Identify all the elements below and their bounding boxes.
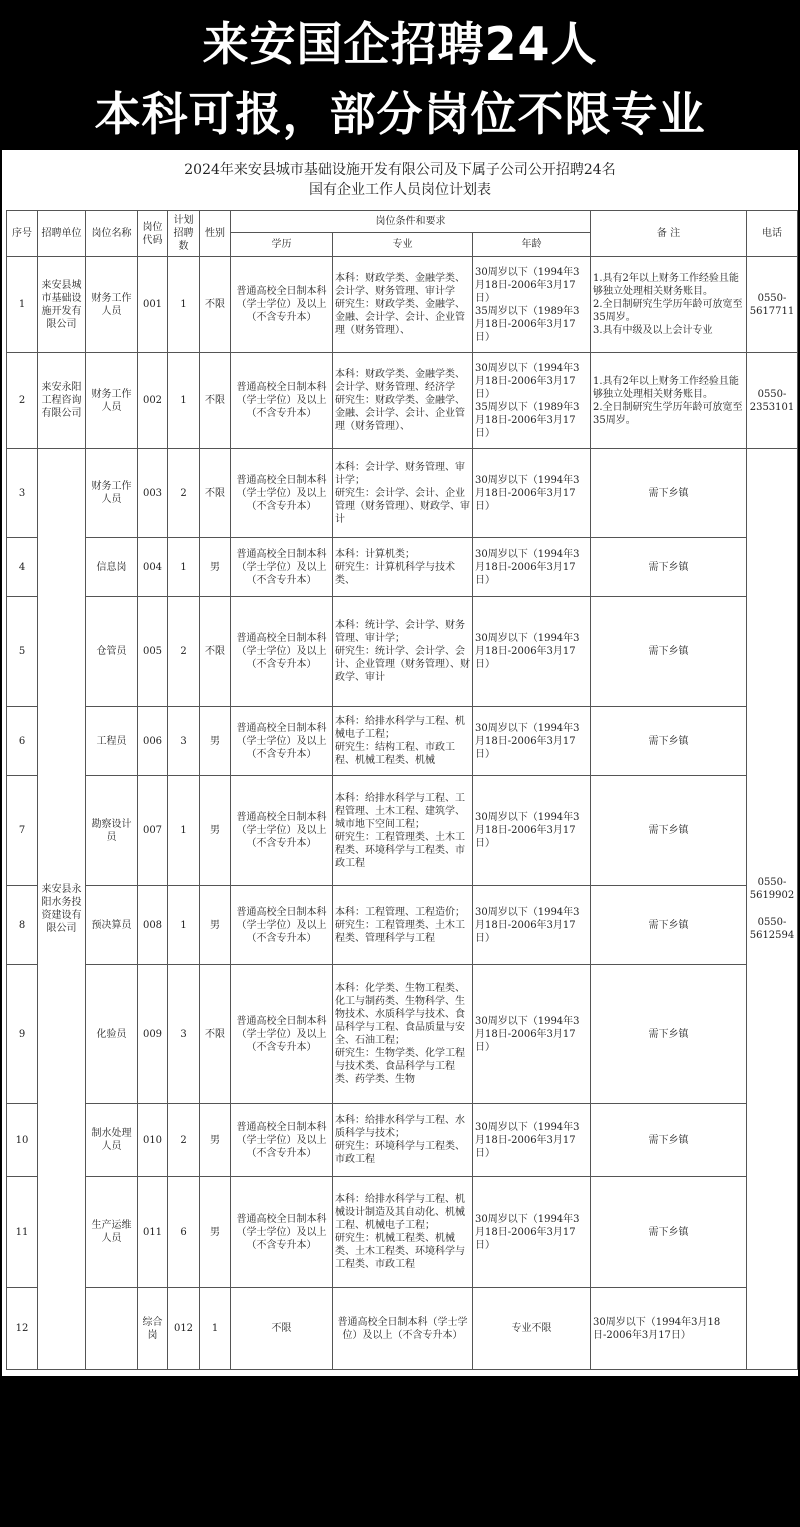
cell-remark: 需下乡镇: [591, 1104, 747, 1177]
cell-post: 财务工作人员: [86, 257, 138, 353]
cell-code: 003: [138, 449, 168, 538]
cell-education: 普通高校全日制本科（学士学位）及以上（不含专升本）: [231, 1104, 333, 1177]
cell-unit: 来安县永阳水务投资建设有限公司: [38, 449, 86, 1370]
cell-code: 001: [138, 257, 168, 353]
recruitment-table: [6, 210, 798, 1370]
table-row: [7, 707, 798, 776]
cell-education: 普通高校全日制本科（学士学位）及以上（不含专升本）: [231, 597, 333, 707]
cell-post: 财务工作人员: [86, 353, 138, 449]
cell-num: 6: [168, 1177, 200, 1288]
cell-post: 综合岗: [138, 1288, 168, 1370]
cell-education: 普通高校全日制本科（学士学位）及以上（不含专升本）: [231, 707, 333, 776]
cell-code: 007: [138, 776, 168, 886]
cell-num: 1: [200, 1288, 231, 1370]
cell-age: 30周岁以下（1994年3月18日-2006年3月17日）: [473, 886, 591, 965]
cell-remark: 1.具有2年以上财务工作经验且能够独立处理相关财务账目。 2.全日制研究生学历年龄可放宽至35周岁。 3.具有中级及以上会计专业: [591, 257, 747, 353]
cell-age: 30周岁以下（1994年3月18日-2006年3月17日）: [473, 1177, 591, 1288]
cell-major: 本科：给排水科学与工程、水质科学与技术； 研究生：环境科学与工程类、市政工程: [333, 1104, 473, 1177]
header-age: 年龄: [473, 233, 591, 257]
cell-gender: 男: [200, 776, 231, 886]
banner-subheadline: 本科可报，部分岗位不限专业: [94, 87, 706, 141]
cell-seq: 4: [7, 538, 38, 597]
cell-num: 1: [168, 353, 200, 449]
cell-age: 30周岁以下（1994年3月18日-2006年3月17日）: [591, 1288, 747, 1370]
document-sheet: [2, 150, 798, 1376]
cell-num: 3: [168, 965, 200, 1104]
document-title-line1: 2024年来安县城市基础设施开发有限公司及下属子公司公开招聘24名: [184, 162, 616, 178]
header-seq: 序号: [7, 211, 38, 257]
cell-education: 普通高校全日制本科（学士学位）及以上（不含专升本）: [231, 1177, 333, 1288]
cell-num: 2: [168, 597, 200, 707]
cell-major: 本科：计算机类； 研究生：计算机科学与技术类、: [333, 538, 473, 597]
cell-major: 本科：工程管理、工程造价； 研究生：工程管理类、土木工程类、管理科学与工程: [333, 886, 473, 965]
header-plan: 计划招聘数: [168, 211, 200, 257]
table-row: [7, 449, 798, 538]
header-major: 专业: [333, 233, 473, 257]
cell-gender: 男: [200, 707, 231, 776]
cell-age: 30周岁以下（1994年3月18日-2006年3月17日）: [473, 597, 591, 707]
cell-education: 普通高校全日制本科（学士学位）及以上（不含专升本）: [333, 1288, 473, 1370]
cell-post: 化验员: [86, 965, 138, 1104]
header-post-name: 岗位名称: [86, 211, 138, 257]
header-gender: 性别: [200, 211, 231, 257]
cell-major: 本科：给排水科学与工程、机械设计制造及其自动化、机械工程、机械电子工程； 研究生：机械工程类、机械类、土木工程类、环境科学与工程类、市政工程: [333, 1177, 473, 1288]
table-row: [7, 353, 798, 449]
cell-gender: 不限: [231, 1288, 333, 1370]
cell-remark: 1.具有2年以上财务工作经验且能够独立处理相关财务账目。 2.全日制研究生学历年龄可放宽至35周岁。: [591, 353, 747, 449]
cell-post: 预决算员: [86, 886, 138, 965]
cell-code: 010: [138, 1104, 168, 1177]
table-row: [7, 257, 798, 353]
cell-age: 30周岁以下（1994年3月18日-2006年3月17日） 35周岁以下（1989年3月18日-2006年3月17日）: [473, 257, 591, 353]
table-row: [7, 1104, 798, 1177]
header-conditions: 岗位条件和要求: [231, 211, 591, 233]
cell-major: 本科：财政学类、金融学类、会计学、财务管理、经济学 研究生：财政学类、金融学、金融、会计学、会计、企业管理（财务管理）、: [333, 353, 473, 449]
cell-major: 本科：给排水科学与工程、工程管理、土木工程、建筑学、城市地下空间工程； 研究生：工程管理类、土木工程类、环境科学与工程类、市政工程: [333, 776, 473, 886]
cell-post: 财务工作人员: [86, 449, 138, 538]
cell-code: 008: [138, 886, 168, 965]
cell-gender: 男: [200, 538, 231, 597]
table-row: [7, 965, 798, 1104]
cell-seq: 10: [7, 1104, 38, 1177]
cell-seq: 12: [7, 1288, 38, 1370]
cell-gender: 男: [200, 1177, 231, 1288]
cell-education: 普通高校全日制本科（学士学位）及以上（不含专升本）: [231, 257, 333, 353]
document-title-line2: 国有企业工作人员岗位计划表: [309, 182, 491, 198]
cell-remark: 需下乡镇: [591, 449, 747, 538]
cell-code: 004: [138, 538, 168, 597]
table-row: [7, 538, 798, 597]
cell-remark: 需下乡镇: [591, 965, 747, 1104]
cell-post: 勘察设计员: [86, 776, 138, 886]
cell-seq: 1: [7, 257, 38, 353]
cell-seq: 2: [7, 353, 38, 449]
cell-age: 30周岁以下（1994年3月18日-2006年3月17日）: [473, 1104, 591, 1177]
cell-age: 30周岁以下（1994年3月18日-2006年3月17日）: [473, 965, 591, 1104]
cell-num: 1: [168, 776, 200, 886]
header-phone: 电话: [747, 211, 798, 257]
cell-seq: 5: [7, 597, 38, 707]
table-row: [7, 776, 798, 886]
table-row: [7, 1288, 798, 1370]
cell-major: 本科：化学类、生物工程类、化工与制药类、生物科学、生物技术、水质科学与技术、食品科学与工程、食品质量与安全、石油工程； 研究生：生物学类、化学工程与技术类、食品科学与工程类、药学类、生物: [333, 965, 473, 1104]
cell-major: 本科：给排水科学与工程、机械电子工程； 研究生：结构工程、市政工程、机械工程类、机械: [333, 707, 473, 776]
cell-unit: 来安县城市基础设施开发有限公司: [38, 257, 86, 353]
cell-phone: 0550-2353101: [747, 353, 798, 449]
cell-phone: [747, 449, 798, 1370]
cell-gender: 不限: [200, 257, 231, 353]
bottom-bar: [0, 1376, 800, 1527]
cell-phone: 0550-5617711: [747, 257, 798, 353]
cell-unit: 来安永阳工程咨询有限公司: [38, 353, 86, 449]
cell-gender: 不限: [200, 965, 231, 1104]
header-post-code: 岗位代码: [138, 211, 168, 257]
cell-num: 1: [168, 886, 200, 965]
cell-code: 002: [138, 353, 168, 449]
cell-unit: [86, 1288, 138, 1370]
cell-major: 本科：会计学、财务管理、审计学； 研究生：会计学、会计、企业管理（财务管理）、财政学、审计: [333, 449, 473, 538]
cell-num: 1: [168, 538, 200, 597]
cell-seq: 8: [7, 886, 38, 965]
cell-num: 2: [168, 449, 200, 538]
cell-age: 30周岁以下（1994年3月18日-2006年3月17日） 35周岁以下（1989年3月18日-2006年3月17日）: [473, 353, 591, 449]
cell-post: 工程员: [86, 707, 138, 776]
cell-seq: 9: [7, 965, 38, 1104]
cell-major: 专业不限: [473, 1288, 591, 1370]
cell-remark: 需下乡镇: [591, 538, 747, 597]
cell-post: 生产运维人员: [86, 1177, 138, 1288]
table-row: [7, 597, 798, 707]
phone-number: 0550-5619902: [749, 877, 795, 901]
cell-education: 普通高校全日制本科（学士学位）及以上（不含专升本）: [231, 776, 333, 886]
cell-gender: 男: [200, 1104, 231, 1177]
cell-age: 30周岁以下（1994年3月18日-2006年3月17日）: [473, 707, 591, 776]
cell-major: 本科：统计学、会计学、财务管理、审计学； 研究生：统计学、会计学、会计、企业管理（财务管理）、财政学、审计: [333, 597, 473, 707]
cell-education: 普通高校全日制本科（学士学位）及以上（不含专升本）: [231, 353, 333, 449]
cell-gender: 不限: [200, 597, 231, 707]
cell-gender: 不限: [200, 449, 231, 538]
table-row: [7, 886, 798, 965]
cell-num: 2: [168, 1104, 200, 1177]
cell-num: 1: [168, 257, 200, 353]
cell-education: 普通高校全日制本科（学士学位）及以上（不含专升本）: [231, 886, 333, 965]
title-banner: [0, 0, 800, 150]
table-row: [7, 1177, 798, 1288]
document-title: [2, 160, 798, 200]
cell-gender: 男: [200, 886, 231, 965]
cell-post: 信息岗: [86, 538, 138, 597]
cell-age: 30周岁以下（1994年3月18日-2006年3月17日）: [473, 776, 591, 886]
cell-remark: 需下乡镇: [591, 886, 747, 965]
cell-code: 009: [138, 965, 168, 1104]
cell-seq: 6: [7, 707, 38, 776]
cell-education: 普通高校全日制本科（学士学位）及以上（不含专升本）: [231, 449, 333, 538]
cell-seq: 7: [7, 776, 38, 886]
cell-post: 制水处理人员: [86, 1104, 138, 1177]
cell-post: 仓管员: [86, 597, 138, 707]
cell-code: 012: [168, 1288, 200, 1370]
cell-education: 普通高校全日制本科（学士学位）及以上（不含专升本）: [231, 538, 333, 597]
cell-age: 30周岁以下（1994年3月18日-2006年3月17日）: [473, 538, 591, 597]
header-education: 学历: [231, 233, 333, 257]
header-remark: 备 注: [591, 211, 747, 257]
cell-num: 3: [168, 707, 200, 776]
cell-code: 006: [138, 707, 168, 776]
cell-seq: 3: [7, 449, 38, 538]
cell-gender: 不限: [200, 353, 231, 449]
cell-remark: 需下乡镇: [591, 597, 747, 707]
cell-remark: 需下乡镇: [591, 776, 747, 886]
cell-education: 普通高校全日制本科（学士学位）及以上（不含专升本）: [231, 965, 333, 1104]
banner-headline: 来安国企招聘24人: [202, 17, 598, 71]
cell-remark: 需下乡镇: [591, 707, 747, 776]
phone-number: 0550-5612594: [749, 917, 795, 941]
cell-code: 005: [138, 597, 168, 707]
cell-code: 011: [138, 1177, 168, 1288]
cell-remark: 需下乡镇: [591, 1177, 747, 1288]
cell-seq: 11: [7, 1177, 38, 1288]
cell-age: 30周岁以下（1994年3月18日-2006年3月17日）: [473, 449, 591, 538]
cell-major: 本科：财政学类、金融学类、会计学、财务管理、审计学 研究生：财政学类、金融学、金融、会计学、会计、企业管理（财务管理）、: [333, 257, 473, 353]
header-unit: 招聘单位: [38, 211, 86, 257]
